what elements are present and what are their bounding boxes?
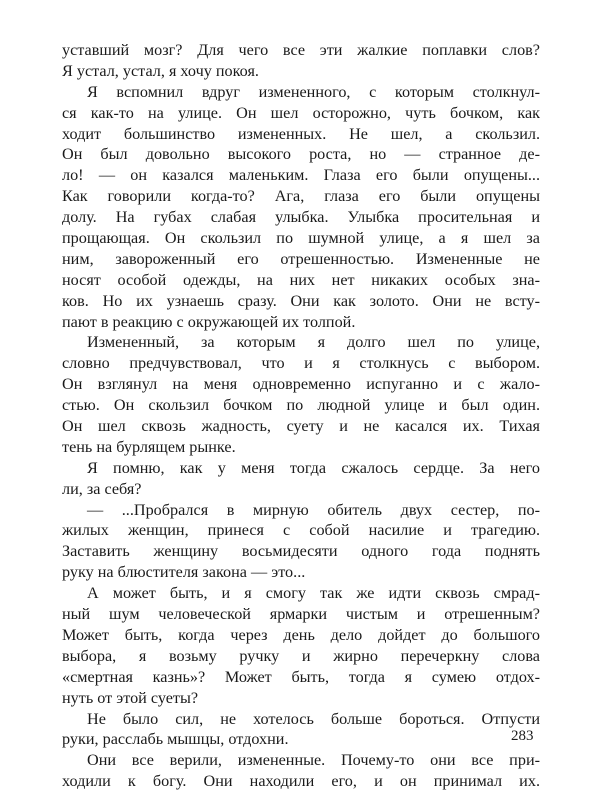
text-line: ли, за себя? <box>62 479 142 498</box>
text-line: руки, расслабь мышцы, отдохни. <box>62 730 289 749</box>
text-line: руку на блюстителя закона — это... <box>62 563 306 582</box>
text-line: выбора, я возьму ручку и жирно перечеркну слова <box>62 646 540 665</box>
text-line: — ...Пробрался в мирную обитель двух сестер, по- <box>87 500 540 519</box>
text-line: тень на бурлящем рынке. <box>62 437 236 456</box>
text-line: ло! — он казался маленьким. Глаза его были опущены... <box>62 166 540 185</box>
text-line: Он взглянул на меня одновременно испуганно и с жало- <box>62 375 540 394</box>
text-line: жилых женщин, принеся с собой насилие и трагедию. <box>62 521 540 540</box>
text-line: Измененный, за которым я долго шел по улице, <box>87 333 540 352</box>
text-line: «смертная казнь»? Может быть, тогда я сумею отдох- <box>62 667 540 686</box>
text-line: ходили к богу. Они находили его, и он принимал их. <box>62 772 540 791</box>
text-line: ним, завороженный его отрешенностью. Измененные не <box>62 249 540 268</box>
text-line: Я помню, как у меня тогда сжалось сердце. За него <box>87 458 540 477</box>
text-line: ков. Но их узнаешь сразу. Они как золото. Они не всту- <box>62 291 540 310</box>
text-line: носят особой одежды, на них нет никаких особых зна- <box>62 270 540 289</box>
text-line: Может быть, когда через день дело дойдет до большого <box>62 625 540 644</box>
text-line: ный шум человеческой ярмарки чистым и отрешенным? <box>62 605 540 624</box>
page-body <box>62 40 540 792</box>
text-line: словно предчувствовал, что и я столкнусь с выбором. <box>62 354 540 373</box>
text-line: Не было сил, не хотелось больше бороться. Отпусти <box>87 709 540 728</box>
text-line: Я устал, устал, я хочу покоя. <box>62 61 259 80</box>
text-line: Он был довольно высокого роста, но — странное де- <box>62 145 540 164</box>
text-line: прощающая. Он скользил по шумной улице, а я шел за <box>62 229 540 248</box>
text-line: долу. На губах слабая улыбка. Улыбка просительная и <box>62 208 540 227</box>
page-number: 283 <box>511 728 534 744</box>
text-line: ся как-то на улице. Он шел осторожно, чуть бочком, как <box>62 103 540 122</box>
text-line: пают в реакцию с окружающей их толпой. <box>62 312 356 331</box>
text-line: Они все верили, измененные. Почему-то они все при- <box>87 751 540 770</box>
text-line: ходит большинство измененных. Не шел, а скользил. <box>62 124 540 143</box>
text-line: А может быть, и я смогу так же идти сквозь смрад- <box>87 584 540 603</box>
text-line: нуть от этой суеты? <box>62 688 199 707</box>
text-line: уставший мозг? Для чего все эти жалкие поплавки слов? <box>62 41 540 59</box>
text-line: Заставить женщину восьмидесяти одного года поднять <box>62 542 540 561</box>
text-line: Как говорили когда-то? Ага, глаза его были опущены <box>62 187 540 206</box>
text-line: Он шел сквозь жадность, суету и не касался их. Тихая <box>62 417 540 436</box>
text-line: стью. Он скользил бочком по людной улице и был один. <box>62 396 540 415</box>
text-line: Я вспомнил вдруг измененного, с которым столкнул- <box>87 82 540 101</box>
